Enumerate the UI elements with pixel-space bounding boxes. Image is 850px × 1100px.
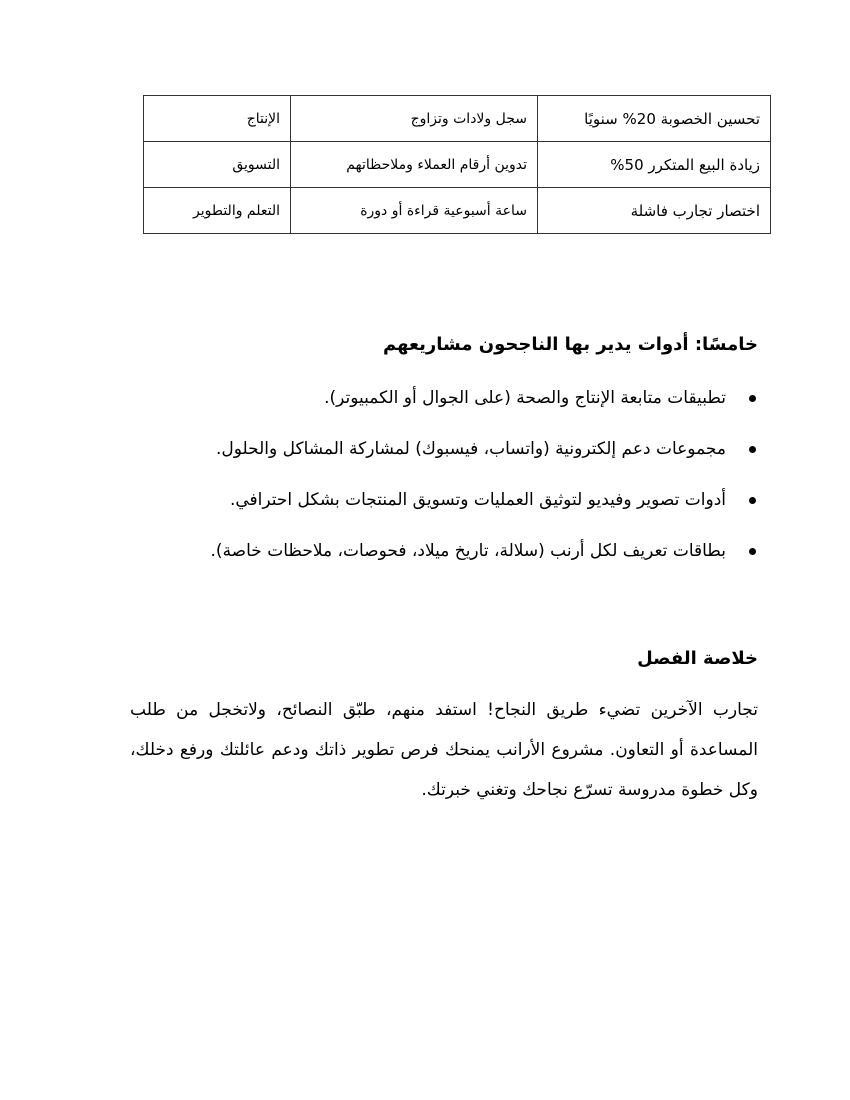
table-cell-goal: اختصار تجارب فاشلة <box>538 188 771 234</box>
bullet-icon <box>749 548 756 555</box>
bullet-icon <box>749 497 756 504</box>
table-cell-area: الإنتاج <box>144 96 291 142</box>
list-item <box>78 483 758 534</box>
table-cell-tool: ساعة أسبوعية قراءة أو دورة <box>291 188 538 234</box>
bullet-icon <box>749 395 756 402</box>
goals-table <box>143 95 771 234</box>
table-cell-tool: سجل ولادات وتزاوج <box>291 96 538 142</box>
summary-paragraph: تجارب الآخرين تضيء طريق النجاح! استفد منهم، طبّق النصائح، ولاتخجل من طلب المساعدة أو التعاون. مشروع الأرانب يمنحك فرص تطوير ذاتك ودعم عائلتك ورفع دخلك، وكل خطوة مدروسة تسرّع نجاحك وتغني خبرتك. <box>130 700 758 800</box>
table-cell-area: التسويق <box>144 142 291 188</box>
list-item-text: تطبيقات متابعة الإنتاج والصحة (على الجوال أو الكمبيوتر). <box>324 388 726 408</box>
list-item <box>78 381 758 432</box>
list-item-text: أدوات تصوير وفيديو لتوثيق العمليات وتسويق المنتجات بشكل احترافي. <box>229 490 726 510</box>
list-item <box>78 432 758 483</box>
list-item-text: بطاقات تعريف لكل أرنب (سلالة، تاريخ ميلاد، فحوصات، ملاحظات خاصة). <box>210 541 726 561</box>
section-heading: خامسًا: أدوات يدير بها الناجحون مشاريعهم <box>383 334 758 355</box>
bullet-icon <box>749 446 756 453</box>
tools-list <box>78 381 758 585</box>
table-cell-goal: زيادة البيع المتكرر 50% <box>538 142 771 188</box>
table-row <box>144 142 771 188</box>
summary-heading: خلاصة الفصل <box>637 648 758 669</box>
table-row <box>144 96 771 142</box>
table-row <box>144 188 771 234</box>
table-cell-goal: تحسين الخصوبة 20% سنويًا <box>538 96 771 142</box>
list-item-text: مجموعات دعم إلكترونية (واتساب، فيسبوك) لمشاركة المشاكل والحلول. <box>215 439 726 459</box>
list-item <box>78 534 758 585</box>
table-cell-tool: تدوين أرقام العملاء وملاحظاتهم <box>291 142 538 188</box>
table-cell-area: التعلم والتطوير <box>144 188 291 234</box>
